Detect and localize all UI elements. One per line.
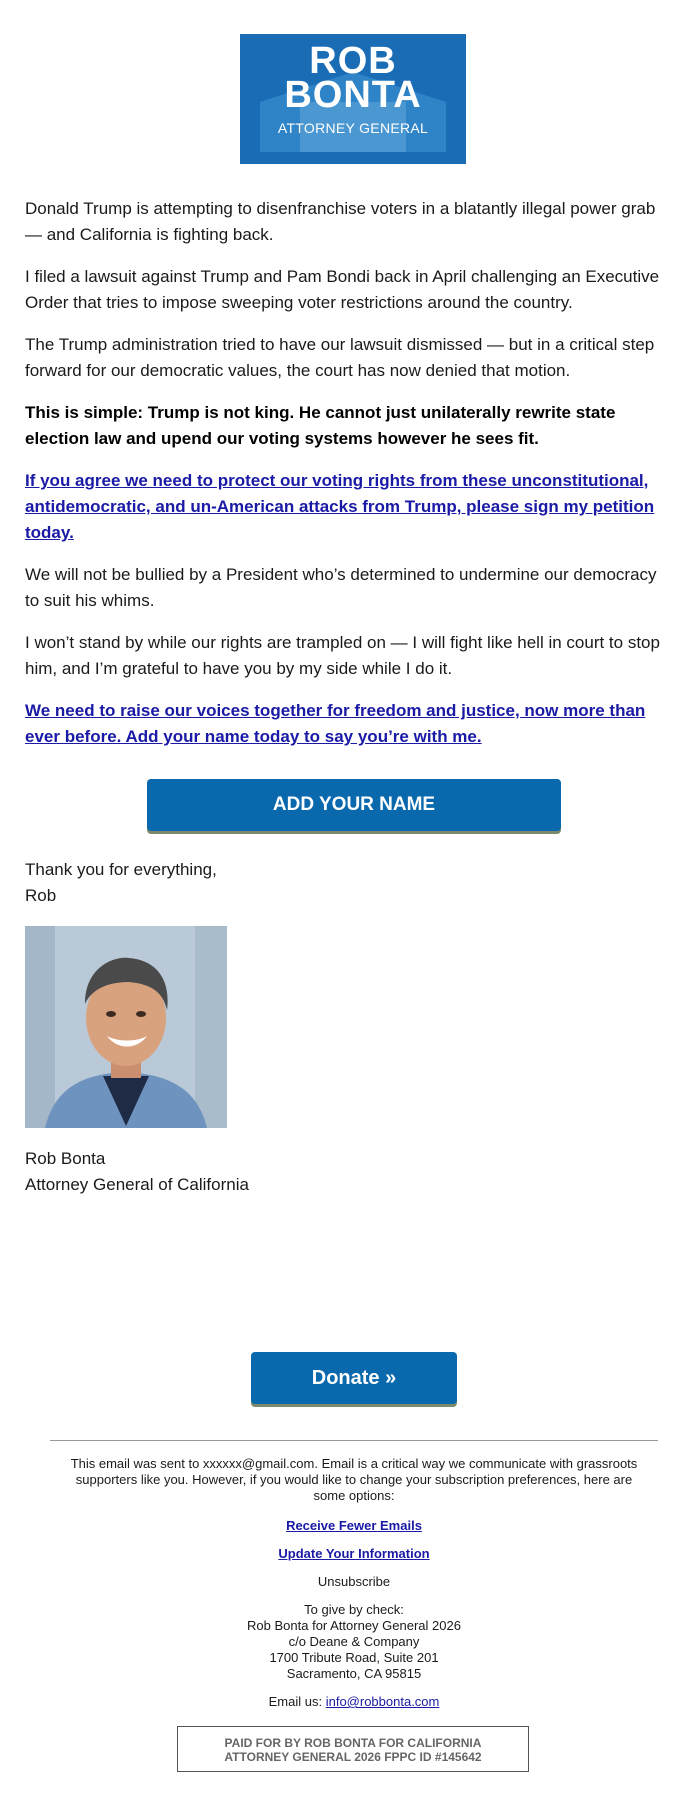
petition-link-paragraph-2 bbox=[25, 698, 675, 750]
email-address-link[interactable]: info@robbonta.com bbox=[325, 1694, 440, 1709]
petition-link-paragraph bbox=[25, 468, 675, 546]
email-us-label: Email us: bbox=[268, 1694, 323, 1709]
logo-line-attorney-general: ATTORNEY GENERAL bbox=[277, 120, 429, 136]
paragraph-5: We will not be bullied by a President who’s determined to undermine our democracy to suit his whims. bbox=[25, 565, 657, 610]
rob-bonta-logo[interactable] bbox=[240, 34, 466, 164]
email-footer bbox=[60, 1456, 648, 1710]
update-information-link[interactable]: Update Your Information bbox=[278, 1546, 430, 1561]
signoff bbox=[25, 857, 217, 909]
paid-for-line-1: PAID FOR BY ROB BONTA FOR CALIFORNIA bbox=[224, 1736, 482, 1750]
paragraph-1: Donald Trump is attempting to disenfranchise voters in a blatantly illegal power grab — and California is fighting back. bbox=[25, 199, 656, 244]
signoff-line-1: Thank you for everything, bbox=[25, 860, 217, 879]
receive-fewer-emails-link[interactable]: Receive Fewer Emails bbox=[286, 1518, 422, 1533]
signature-name: Rob Bonta bbox=[25, 1149, 106, 1168]
bold-statement: This is simple: Trump is not king. He cannot just unilaterally rewrite state election law and upend our voting systems however he sees fit. bbox=[25, 403, 616, 448]
donate-button[interactable]: Donate » bbox=[251, 1352, 457, 1404]
paid-for-line-2: ATTORNEY GENERAL 2026 FPPC ID #145642 bbox=[224, 1750, 482, 1764]
unsubscribe-link[interactable]: Unsubscribe bbox=[317, 1574, 391, 1589]
check-label: To give by check: bbox=[304, 1602, 404, 1617]
check-line-4: Sacramento, CA 95815 bbox=[286, 1666, 422, 1681]
check-line-3: 1700 Tribute Road, Suite 201 bbox=[269, 1650, 439, 1665]
check-line-1: Rob Bonta for Attorney General 2026 bbox=[247, 1618, 461, 1633]
email-body bbox=[25, 196, 675, 766]
paid-for-disclaimer bbox=[177, 1726, 529, 1772]
paragraph-3: The Trump administration tried to have our lawsuit dismissed — but in a critical step forward for our democratic values, the court has now denied that motion. bbox=[25, 335, 655, 380]
check-line-2: c/o Deane & Company bbox=[288, 1634, 420, 1649]
email-us bbox=[60, 1694, 648, 1710]
check-address bbox=[60, 1602, 648, 1682]
petition-link-1[interactable]: If you agree we need to protect our voting rights from these unconstitutional, antidemocratic, and un-American attacks from Trump, please sign my petition today. bbox=[25, 471, 655, 542]
paragraph-2: I filed a lawsuit against Trump and Pam Bondi back in April challenging an Executive Order that tries to impose sweeping voter restrictions around the country. bbox=[25, 267, 660, 312]
portrait-illustration bbox=[25, 926, 227, 1128]
petition-link-2[interactable]: We need to raise our voices together for freedom and justice, now more than ever before. Add your name today to say you’re with me. bbox=[25, 701, 646, 746]
footer-intro: This email was sent to xxxxxx@gmail.com. Email is a critical way we communicate with grassroots supporters like you. However, if you would like to change your subscription preferences, here are some options: bbox=[70, 1456, 638, 1503]
paragraph-6: I won’t stand by while our rights are trampled on — I will fight like hell in court to stop him, and I’m grateful to have you by my side while I do it. bbox=[25, 633, 660, 678]
add-your-name-button[interactable]: ADD YOUR NAME bbox=[147, 779, 561, 831]
logo-line-bonta: BONTA bbox=[284, 74, 422, 116]
signature-title: Attorney General of California bbox=[25, 1175, 249, 1194]
signature-block bbox=[25, 1146, 249, 1198]
footer-divider bbox=[50, 1440, 658, 1441]
signoff-line-2: Rob bbox=[25, 886, 57, 905]
rob-bonta-portrait bbox=[25, 926, 227, 1128]
logo-line-rob: ROB bbox=[309, 40, 397, 82]
